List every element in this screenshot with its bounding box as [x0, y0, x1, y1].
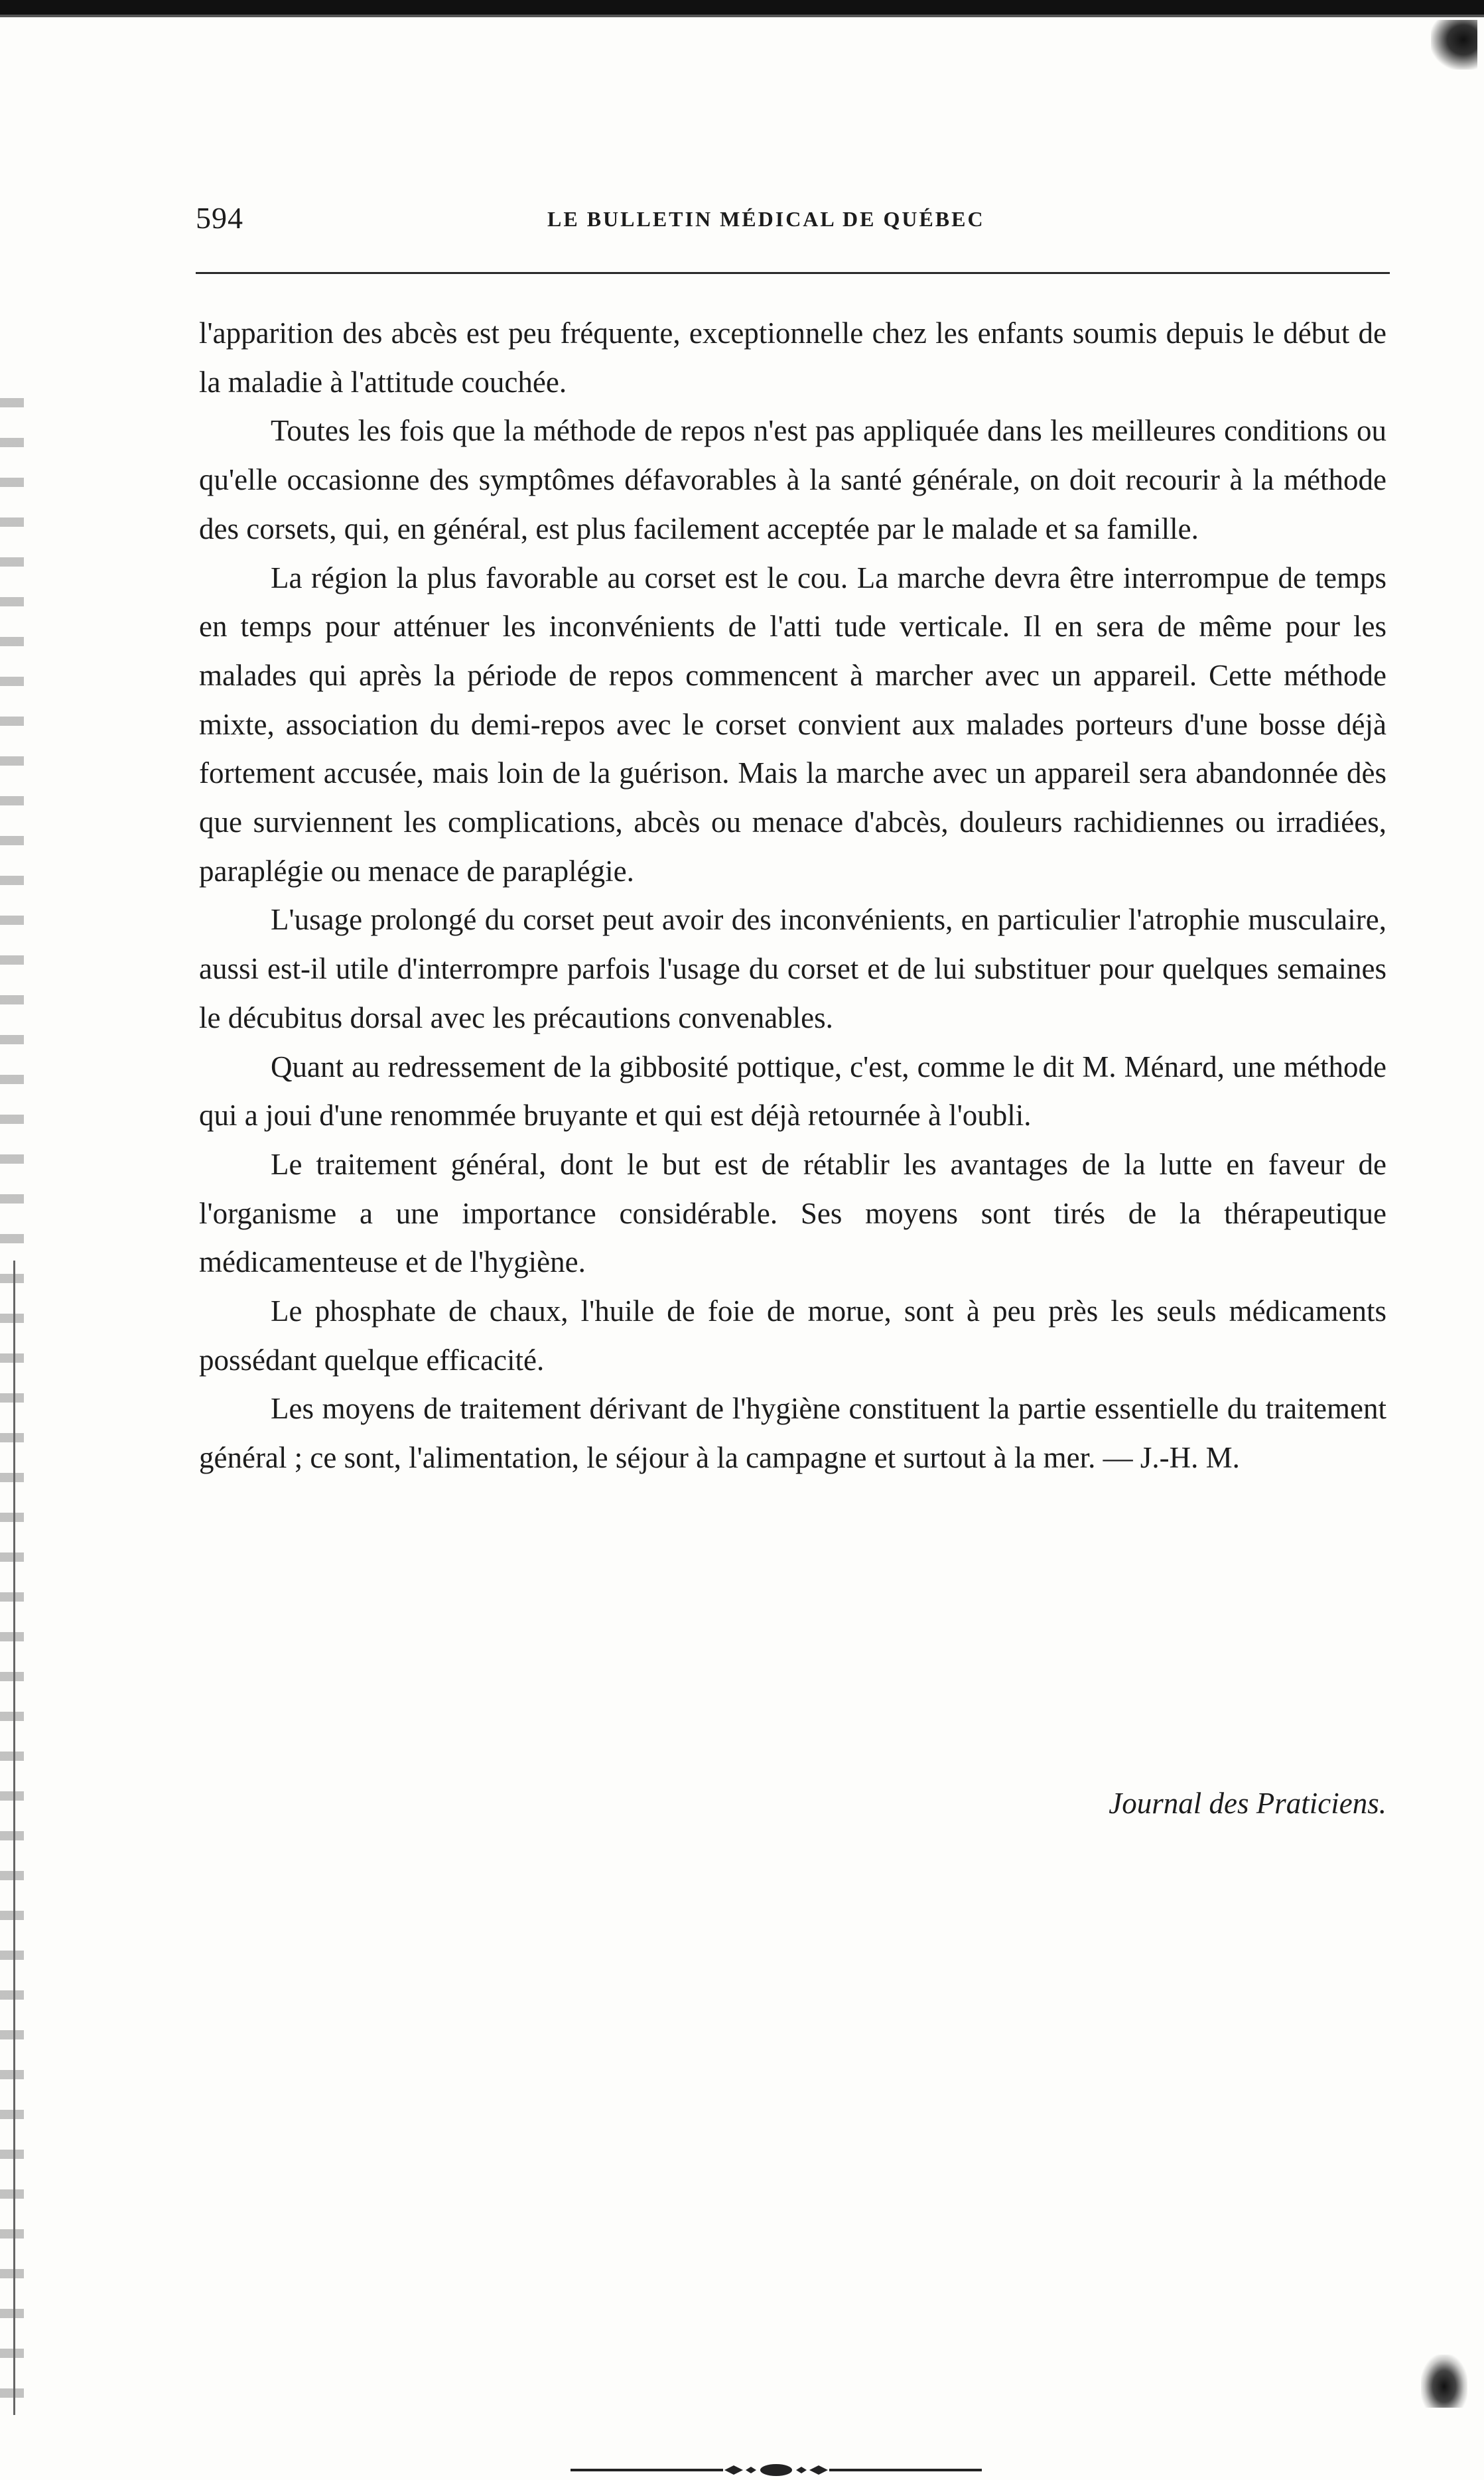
scan-top-border-shadow [0, 15, 1484, 17]
page-number: 594 [196, 201, 243, 235]
paragraph: L'usage prolongé du corset peut avoir des inconvénients, en particulier l'atrophie musculaire, aussi est-il utile d'interrompre parfois l'usage du corset et de lui substituer pour quelques semaines le décubitus dorsal avec les précautions convenables. [199, 903, 1386, 1034]
scan-corner-smudge-bottom [1421, 2355, 1467, 2408]
scan-left-edge-noise [0, 398, 24, 2415]
scan-corner-smudge [1431, 20, 1477, 70]
scan-left-edge-line [13, 1261, 15, 2415]
ornament-diamond-left [724, 2465, 743, 2475]
paragraph: Les moyens de traitement dérivant de l'hygiène constituent la partie essentielle du traitement général ; ce sont, l'alimentation, le séjour à la campagne et surtout à la mer. — J.-H. M. [199, 1392, 1386, 1475]
paragraph: Quant au redressement de la gibbosité pottique, c'est, comme le dit M. Ménard, une méthode qui a joui d'une renommée bruyante et qui est déjà retournée à l'oubli. [199, 1050, 1386, 1133]
ornament-center [760, 2464, 792, 2476]
scan-top-border [0, 0, 1484, 15]
end-ornament [571, 2460, 982, 2480]
article-body [199, 309, 1386, 1483]
running-title: LE BULLETIN MÉDICAL DE QUÉBEC [547, 207, 985, 231]
paragraph: Le traitement général, dont le but est de rétablir les avantages de la lutte en faveur de l'organisme a une importance considérable. Ses moyens sont tirés de la thérapeutique médicamenteuse et de l'hygiène. [199, 1147, 1386, 1279]
source-attribution: Journal des Praticiens. [1109, 1787, 1386, 1820]
paragraph: l'apparition des abcès est peu fréquente, exceptionnelle chez les enfants soumis depuis le début de la maladie à l'attitude couchée. [199, 316, 1386, 399]
ornament-diamond-right [809, 2465, 828, 2475]
paragraph: La région la plus favorable au corset est le cou. La marche devra être interrompue de temps en temps pour atténuer les inconvénients de l'atti tude verticale. Il en sera de même pour les malades qui après la période de repos commencent à marcher avec un appareil. Cette méthode mixte, association du demi-repos avec le corset convient aux malades porteurs d'une bosse déjà fortement accusée, mais loin de la guérison. Mais la marche avec un appareil sera abandonnée dès que surviennent les complications, abcès ou menace d'abcès, douleurs rachidiennes ou irradiées, paraplégie ou menace de paraplégie. [199, 561, 1386, 888]
ornament-diamond-left-2 [746, 2467, 756, 2473]
header-rule [196, 272, 1390, 274]
paragraph: Le phosphate de chaux, l'huile de foie de morue, sont à peu près les seuls médicaments possédant quelque efficacité. [199, 1294, 1386, 1377]
ornament-diamond-right-2 [796, 2467, 807, 2473]
page-header [196, 200, 1390, 240]
paragraph: Toutes les fois que la méthode de repos n'est pas appliquée dans les meilleures conditions ou qu'elle occasionne des symptômes défavorables à la santé générale, on doit recourir à la méthode des corsets, qui, en général, est plus facilement acceptée par le malade et sa famille. [199, 414, 1386, 545]
